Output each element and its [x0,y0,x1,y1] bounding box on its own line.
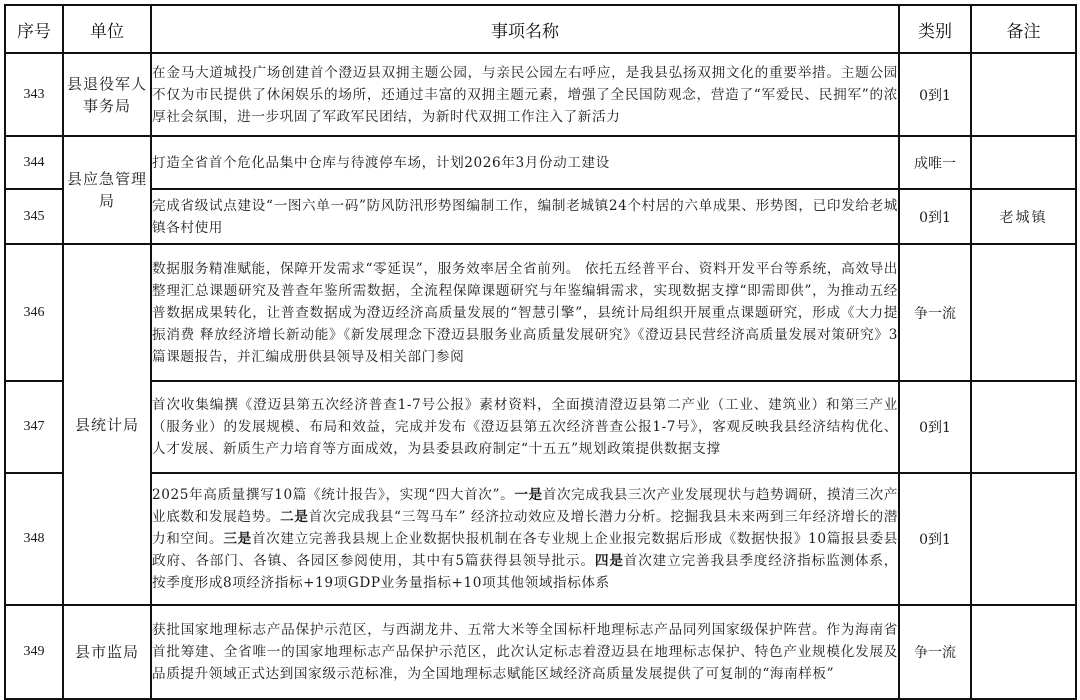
table-row [5,136,1076,189]
row-unit: 县统计局 [63,244,151,605]
item-text: 首次建立完善我县季度经济指标监测体系，按季度形成8项经济指标+19项GDP业务量指标+10项其他领域指标体系 [152,553,898,591]
row-remark [971,381,1076,473]
item-bold-text: 二是 [280,509,309,525]
row-index: 346 [5,244,63,381]
item-bold-text: 四是 [594,553,624,569]
row-unit: 县退役军人事务局 [63,53,151,136]
row-item: 在金马大道城投广场创建首个澄迈县双拥主题公园，与亲民公园左右呼应，是我县弘扬双拥文化的重要举措。主题公园不仅为市民提供了休闲娱乐的场所，还通过丰富的双拥主题元素，增强了全民国防观念，营造了“军爱民、民拥军”的浓厚社会氛围，进一步巩固了军政军民团结，为新时代双拥工作注入了新活力 [151,53,899,136]
row-category: 0到1 [899,189,971,244]
row-index: 347 [5,381,63,473]
row-remark [971,473,1076,605]
table-row [5,244,1076,381]
row-category: 争一流 [899,605,971,699]
row-index: 348 [5,473,63,605]
header-index: 序号 [5,5,63,53]
row-remark [971,53,1076,136]
row-category: 0到1 [899,53,971,136]
table-row [5,473,1076,605]
item-text: 2025年高质量撰写10篇《统计报告》，实现“四大首次”。 [152,487,515,503]
row-unit: 县应急管理局 [63,136,151,244]
table-row [5,605,1076,699]
row-index: 344 [5,136,63,189]
row-category: 0到1 [899,473,971,605]
row-unit: 县市监局 [63,605,151,699]
header-item: 事项名称 [151,5,899,53]
row-remark [971,605,1076,699]
row-item: 完成省级试点建设“一图六单一码”防风防汛形势图编制工作，编制老城镇24个村居的六单成果、形势图，已印发给老城镇各村使用 [151,189,899,244]
row-remark: 老城镇 [971,189,1076,244]
item-bold-text: 三是 [223,531,252,547]
row-item: 数据服务精准赋能，保障开发需求“零延误”，服务效率居全省前列。 依托五经普平台、资料开发平台等系统，高效导出整理汇总课题研究及普查年鉴所需数据，全流程保障课题研究与年鉴编辑需求，实现数据支撑“即需即供”，为推动五经普数据成果转化，让普查数据成为澄迈经济高质量发展的“智慧引擎”，县统计局组织开展重点课题研究，形成《大力提振消费 释放经济增长新动能》《新发展理念下澄迈县服务业高质量发展研究》《澄迈县民营经济高质量发展对策研究》3篇课题报告，并汇编成册供县领导及相关部门参阅 [151,244,899,381]
row-remark [971,244,1076,381]
row-item: 首次收集编撰《澄迈县第五次经济普查1-7号公报》素材资料，全面摸清澄迈县第二产业（工业、建筑业）和第三产业（服务业）的发展规模、布局和效益，完成并发布《澄迈县第五次经济普查公报1-7号》，客观反映我县经济结构优化、人才发展、新质生产力培育等方面成效，为县委县政府制定“十五五”规划政策提供数据支撑 [151,381,899,473]
row-category: 争一流 [899,244,971,381]
item-text: 首次完成我县三次产业发展现状与趋势调研，摸清三次产业底数和发展趋势。 [152,487,899,525]
row-item [151,473,899,605]
row-index: 343 [5,53,63,136]
row-index: 345 [5,189,63,244]
header-unit: 单位 [63,5,151,53]
row-category: 0到1 [899,381,971,473]
header-row [5,5,1076,53]
achievements-table [4,4,1077,700]
item-text: 首次建立完善我县规上企业数据快报机制在各专业规上企业报完数据后形成《数据快报》10篇报县委县政府、各部门、各镇、各园区参阅使用，其中有5篇获得县领导批示。 [152,531,898,569]
table-row [5,53,1076,136]
header-remark: 备注 [971,5,1076,53]
table-row [5,189,1076,244]
item-bold-text: 一是 [514,487,543,503]
row-category: 成唯一 [899,136,971,189]
row-item: 获批国家地理标志产品保护示范区，与西湖龙井、五常大米等全国标杆地理标志产品同列国家级保护阵营。作为海南省首批筹建、全省唯一的国家地理标志产品保护示范区，此次认定标志着澄迈县在地理标志保护、特色产业规模化发展及品质提升领域正式达到国家级示范标准，为全国地理标志赋能区域经济高质量发展提供了可复制的“海南样板” [151,605,899,699]
item-text: 首次完成我县“三驾马车” 经济拉动效应及增长潜力分析。挖掘我县未来两到三年经济增长的潜力和空间。 [152,509,898,547]
row-index: 349 [5,605,63,699]
row-remark [971,136,1076,189]
header-category: 类别 [899,5,971,53]
row-item: 打造全省首个危化品集中仓库与待渡停车场，计划2026年3月份动工建设 [151,136,899,189]
table-row [5,381,1076,473]
